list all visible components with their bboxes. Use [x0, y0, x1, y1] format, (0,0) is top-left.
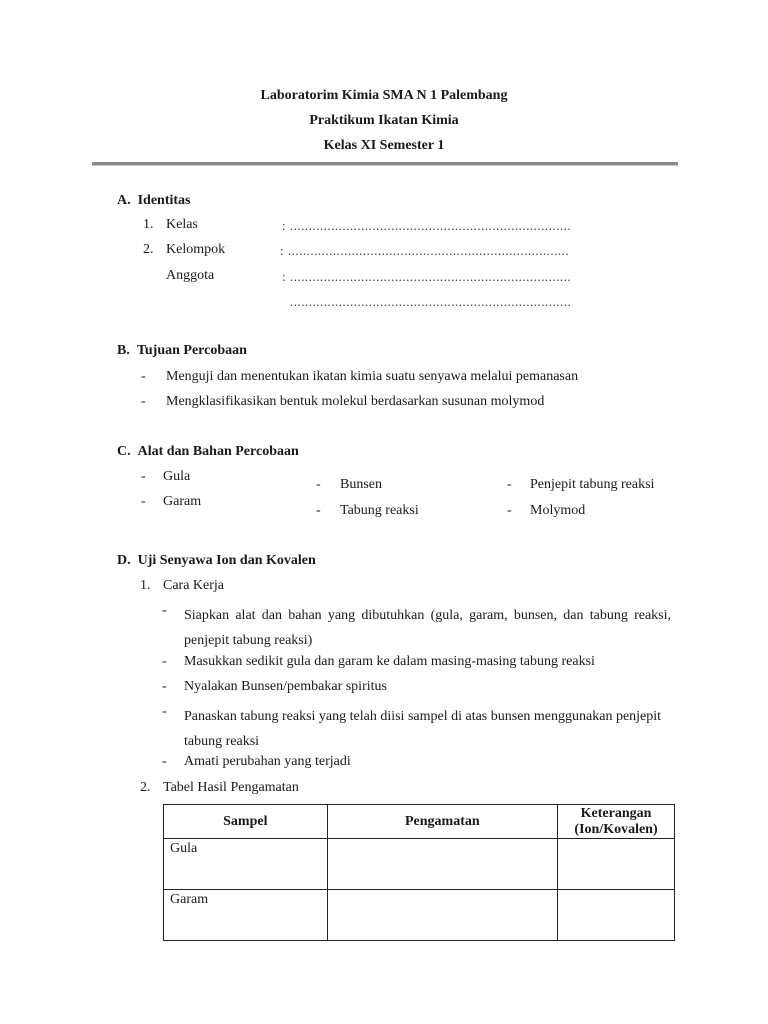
section-alat-title: C. Alat dan Bahan Percobaan — [117, 444, 299, 459]
cara-kerja-step: Panaskan tabung reaksi yang telah diisi sampel di atas bunsen menggunakan penjepit tabung reaksi — [184, 709, 662, 749]
section-tujuan-title: B. Tujuan Percobaan — [117, 343, 247, 358]
header-divider — [92, 162, 678, 166]
tujuan-item: Mengklasifikasikan bentuk molekul berdasarkan susunan molymod — [166, 394, 545, 409]
bullet-dash: - — [162, 654, 167, 669]
table-cell-keterangan[interactable] — [558, 839, 675, 890]
table-cell-pengamatan[interactable] — [327, 890, 557, 941]
alat-item: Molymod — [530, 503, 586, 518]
table-cell-sampel: Garam — [164, 890, 328, 941]
bullet-dash: - — [316, 477, 321, 492]
alat-item: Garam — [163, 494, 202, 509]
cara-kerja-step: Nyalakan Bunsen/pembakar spiritus — [184, 679, 387, 694]
alat-item: Penjepit tabung reaksi — [530, 477, 655, 492]
cara-kerja-step: Masukkan sedikit gula dan garam ke dalam masing-masing tabung reaksi — [184, 654, 595, 669]
header-class: Kelas XI Semester 1 — [323, 138, 445, 153]
identitas-kelas-field[interactable]: : ........................................................................... — [282, 218, 572, 233]
table-cell-keterangan[interactable] — [558, 890, 675, 941]
table-header-pengamatan: Pengamatan — [327, 805, 557, 839]
table-header-keterangan: Keterangan (Ion/Kovalen) — [558, 805, 675, 839]
table-header-row — [164, 805, 675, 839]
identitas-kelompok-label: Kelompok — [166, 242, 226, 257]
identitas-anggota-field-2[interactable]: ........................................................................... — [290, 294, 572, 309]
table-row — [164, 890, 675, 941]
section-uji-title: D. Uji Senyawa Ion dan Kovalen — [117, 553, 316, 568]
header-practicum: Praktikum Ikatan Kimia — [309, 113, 459, 128]
identitas-kelas-label: Kelas — [166, 217, 198, 232]
table-cell-sampel: Gula — [164, 839, 328, 890]
identitas-kelompok-field[interactable]: : ........................................................................... — [280, 243, 570, 258]
bullet-dash: - — [141, 469, 146, 484]
identitas-kelas-num: 1. — [143, 217, 154, 232]
bullet-dash: - — [141, 369, 146, 384]
identitas-anggota-field[interactable]: : ........................................................................... — [282, 269, 572, 284]
section-identitas-title: A. Identitas — [117, 193, 191, 208]
bullet-dash: - — [316, 503, 321, 518]
alat-item: Gula — [163, 469, 191, 484]
bullet-dash: - — [507, 503, 512, 518]
alat-item: Tabung reaksi — [340, 503, 419, 518]
cara-kerja-step: Siapkan alat dan bahan yang dibutuhkan (gula, garam, bunsen, dan tabung reaksi, penjepit tabung reaksi) — [184, 608, 671, 648]
identitas-anggota-label: Anggota — [166, 268, 215, 283]
bullet-dash: - — [162, 603, 167, 618]
header-school: Laboratorim Kimia SMA N 1 Palembang — [260, 88, 508, 103]
table-header-sampel: Sampel — [164, 805, 328, 839]
observation-table — [163, 804, 675, 941]
cara-kerja-num: 1. — [140, 578, 151, 593]
cara-kerja-step: Amati perubahan yang terjadi — [184, 754, 351, 769]
identitas-kelompok-num: 2. — [143, 242, 154, 257]
bullet-dash: - — [507, 477, 512, 492]
tabel-title: Tabel Hasil Pengamatan — [163, 780, 299, 795]
bullet-dash: - — [162, 754, 167, 769]
table-row — [164, 839, 675, 890]
cara-kerja-title: Cara Kerja — [163, 578, 225, 593]
tujuan-item: Menguji dan menentukan ikatan kimia suatu senyawa melalui pemanasan — [166, 369, 579, 384]
bullet-dash: - — [141, 394, 146, 409]
alat-item: Bunsen — [340, 477, 382, 492]
table-cell-pengamatan[interactable] — [327, 839, 557, 890]
bullet-dash: - — [141, 494, 146, 509]
bullet-dash: - — [162, 679, 167, 694]
tabel-num: 2. — [140, 780, 151, 795]
bullet-dash: - — [162, 704, 167, 719]
